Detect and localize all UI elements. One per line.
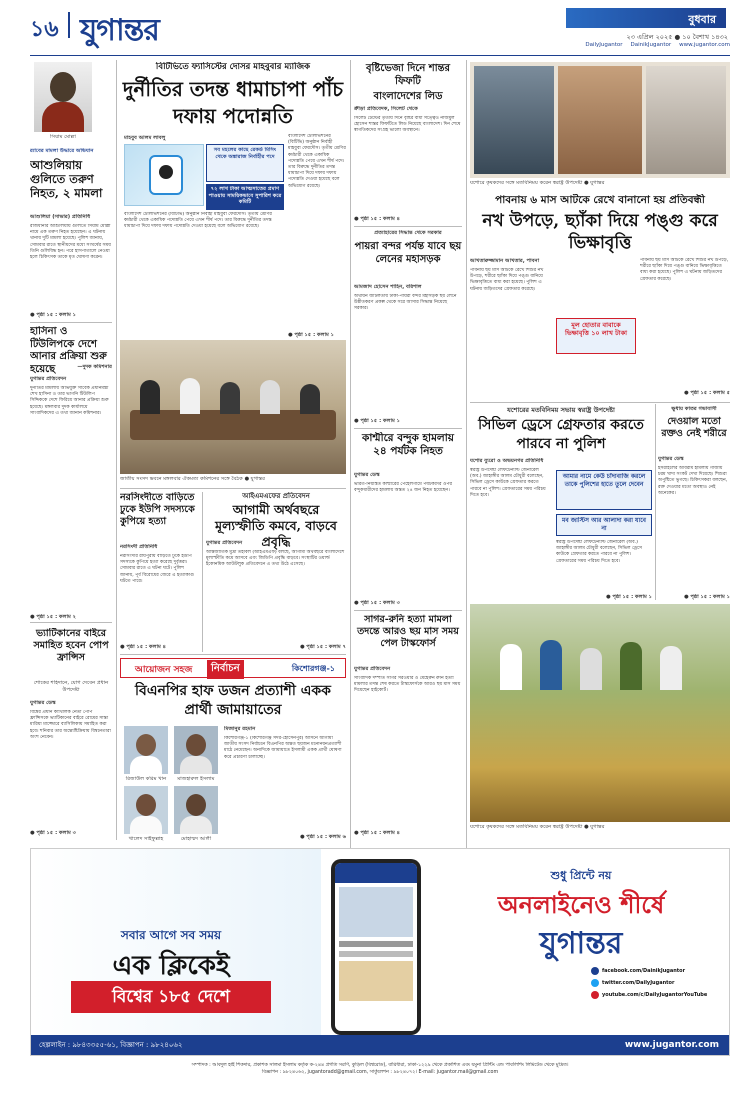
column-divider	[350, 60, 351, 850]
twitter-link[interactable]: twitter.com/DailyJugantor	[602, 980, 675, 986]
col3-h4-body: সাংবাদিক দম্পতি সাগর সরওয়ার ও মেহেরুন রুনি হত্যা মামলার তদন্ত শেষ করতে টাস্কফোর্সকে আরও ছয় মাস সময় দিয়েছেন হাইকোর্ট।	[354, 676, 461, 694]
lead-byline: মাহবুব আলম লাবলু	[124, 135, 166, 141]
election-headline: বিএনপির হাফ ডজন প্রত্যাশী একক প্রার্থী জামায়াতের	[135, 683, 331, 718]
column-divider	[202, 492, 203, 652]
left-h3: ভ্যাটিকানের বাইরে সমাহিত হবেন পোপ ফ্রান্সিস	[33, 628, 109, 663]
divider	[120, 488, 346, 489]
right-byline: আখতারুজ্জামান আখতার, পাবনা	[470, 258, 540, 264]
advertisement	[30, 848, 730, 1056]
youtube-link[interactable]: youtube.com/c/DailyJugantorYouTube	[602, 992, 708, 998]
col3-body: সিলেট টেস্টের তৃতীয় দিনে বৃষ্টির বাধা সত্ত্বেও নাজমুল হোসেন শান্তর ফিফটিতে লিড নিয়েছে বাংলাদেশ। দিন শেষে স্বাগতিকদের সংগ্রহ ভালো অবস্থানে।	[354, 116, 461, 134]
facebook-handle[interactable]: DainikJugantor	[630, 42, 672, 48]
divider	[354, 226, 462, 227]
lead-callout-1	[206, 144, 284, 182]
twitter-icon	[591, 979, 599, 987]
ad-right-big: অনলাইনেও শীর্ষে	[497, 890, 665, 919]
ad-url[interactable]: www.jugantor.com	[624, 1040, 719, 1050]
right-headline-2: নখ উপড়ে, ছ্যাঁকা দিয়ে পঙ্গু করে ভিক্ষাবৃত্তি	[482, 211, 718, 253]
footer-line-1: সম্পাদক : আবদুল হাই শিকদার, প্রকাশক সালমা ইসলাম কর্তৃক ক-২৪৪ প্রগতি সরণি, কুড়িল (বিশ্বরোড), বারিধারা, ঢাকা-১২২৯ থেকে প্রকাশিত এবং যমুনা প্রিন্টিং এন্ড পাবলিশিং লিমিটেড থেকে মুদ্রিত।	[191, 1063, 569, 1068]
ad-right-tag: শুধু প্রিন্টে নয়	[550, 869, 612, 882]
left-headline: আশুলিয়ায় গুলিতে তরুণ নিহত, ২ মামলা	[30, 158, 103, 200]
ad-big-text: এক ক্লিকেই	[112, 951, 230, 981]
lead-callout-2-text: ৭২ লাখ টাকা আত্মসাতের প্রমাণ পাওয়ায় সাময়িকভাবে সুপারিশ করে কমিটি	[208, 186, 282, 206]
quote-box-1	[556, 470, 652, 510]
day-badge	[566, 8, 726, 28]
election-tag-2	[207, 660, 244, 679]
left-h2-continue: ● পৃষ্ঠা ১৫ : কলাম ২	[30, 614, 77, 620]
footer	[30, 1062, 730, 1076]
election-constituency: কিশোরগঞ্জ-১	[291, 664, 335, 673]
election-tag-2-text: নির্বাচন	[211, 663, 240, 674]
col3-kicker: বৃষ্টিভেজা দিনে শান্তর ফিফটি	[365, 63, 450, 87]
mid-h2-body: আন্তর্জাতিক মুদ্রা তহবিল (আইএমএফ) বলছে, আগামী অর্থবছরে বাংলাদেশে মূল্যস্ফীতি কমে আসবে এবং জিডিপি প্রবৃদ্ধি বাড়বে। সংস্থাটির ওয়ার্ল্ড ইকোনমিক আউটলুক প্রতিবেদনে এ তথ্য উঠে এসেছে।	[206, 550, 345, 568]
candidate-name-4: মোহাম্মদ আলী	[180, 836, 212, 842]
right-h3-body: ইসরাইলের অবিরাম হামলায় গাজায় চরম খাদ্য সংকট দেখা দিয়েছে। শিশুরা অপুষ্টিতে ভুগছে। চিকিৎসকরা বলছেন, রক্ত দেওয়ার মতো অবস্থাও নেই অনেকের।	[658, 466, 728, 496]
left-h3-body: বিশ্বের প্রধান ক্যাথলিক নেতা পোপ ফ্রান্সিসকে ভ্যাটিকানের বাইরে রোমের সান্তা মারিয়া মাজ্জোরে ব্যাসিলিকায় সমাহিত করা হবে। শনিবার তার অন্ত্যেষ্টিক্রিয়ায় বিশ্বনেতারা অংশ নেবেন।	[30, 710, 111, 740]
pabna-photo	[470, 62, 730, 178]
lead-photo-caption: জাতীয় সংসদ ভবনে মঙ্গলবার ঐকমত্য কমিশনের সঙ্গে বৈঠক ● যুগান্তর	[120, 476, 265, 482]
mid-h2: আগামী অর্থবছরে মূল্যস্ফীতি কমবে, বাড়বে প্রবৃদ্ধি	[215, 502, 337, 549]
right-h3-byline: যুগান্তর ডেস্ক	[658, 456, 684, 462]
col3-h2-continue: ● পৃষ্ঠা ১৫ : কলাম ১	[354, 418, 401, 424]
lead-body: বাংলাদেশ টেলিভিশনের (বিটিভি) অনুষ্ঠান নির্বাহী মাহবুবা ফেরদৌস। তৃতীয় শ্রেণির কর্মচারী থেকে একাধিক পদোন্নতি পেয়ে এখন শীর্ষ পদে। তার বিরুদ্ধে দুর্নীতির তদন্ত ধামাচাপা দিয়ে দফায় দফায় পদোন্নতি দেওয়া হয়েছে বলে অভিযোগ রয়েছে।	[124, 212, 272, 230]
right-h2-continue: ● পৃষ্ঠা ১৫ : কলাম ১	[605, 594, 652, 600]
jessore-photo-caption: যশোরে কৃষকদের সঙ্গে মতবিনিময় করেন স্বরাষ্ট্র উপদেষ্টা ● যুগান্তর	[470, 824, 605, 830]
ad-red-text: বিশ্বের ১৮৫ দেশে	[112, 987, 230, 1007]
quote-box-2-text: মব জাস্টিস আর আলাদা করা যাবে না	[562, 517, 646, 532]
right-body: পাবনায় ছয় মাস আটকে রেখে শিশুর নখ উপড়ে, শরীরে ছ্যাঁকা দিয়ে পঙ্গু বানিয়ে ভিক্ষাবৃত্তিতে বাধ্য করা হয়েছে। পুলিশ এ ঘটনায় জড়িতদের গ্রেফতার করেছে।	[470, 268, 544, 292]
left-kicker: র‌্যাবের মামলা উদ্ধারে অভিযান	[30, 148, 94, 154]
left-h2: হাসিনা ও টিউলিপকে দেশে আনার প্রক্রিয়া শুরু হয়েছে	[30, 326, 107, 375]
lead-body-right: বাংলাদেশ টেলিভিশনের (বিটিভি) অনুষ্ঠান নির্বাহী মাহবুবা ফেরদৌস। তৃতীয় শ্রেণির কর্মচারী থেকে একাধিক পদোন্নতি পেয়ে এখন শীর্ষ পদে। তার বিরুদ্ধে দুর্নীতির তদন্ত ধামাচাপা দিয়ে দফায় দফায় পদোন্নতি দেওয়া হয়েছে বলে অভিযোগ রয়েছে।	[288, 134, 346, 189]
mid-h2-kicker: আইএমএফের প্রতিবেদন	[242, 492, 310, 500]
masthead-logo: যুগান্তর	[80, 13, 159, 48]
mid-h2-continue: ● পৃষ্ঠা ১৫ : কলাম ৭	[299, 644, 346, 650]
lead-kicker: বিটিভিতে ফ্যাসিস্টের দোসর মাহবুবার ম্যাজিক	[155, 62, 311, 72]
pull-quote-text: মূল হোতার বাবাকে ভিক্ষাবৃত্তি ১০ লাখ টাকা	[564, 321, 628, 337]
divider	[470, 402, 730, 403]
column-divider	[116, 60, 117, 840]
masthead	[0, 0, 751, 58]
right-h2-byline: যশোর ব্যুরো ও অভয়নগর প্রতিনিধি	[470, 458, 544, 464]
divider	[120, 654, 346, 655]
right-body-2: পাবনায় ছয় মাস আটকে রেখে শিশুর নখ উপড়ে, শরীরে ছ্যাঁকা দিয়ে পঙ্গু বানিয়ে ভিক্ষাবৃত্তিতে বাধ্য করা হয়েছে। পুলিশ এ ঘটনায় জড়িতদের গ্রেফতার করেছে।	[640, 258, 729, 282]
col3-h2-kicker: প্রত্যাহারের সিদ্ধান্ত থেকে সরকার	[374, 230, 442, 236]
facebook-icon	[591, 967, 599, 975]
divider	[354, 610, 462, 611]
col3-headline: বাংলাদেশের লিড	[373, 91, 443, 102]
left-body: রাজধানীর আশুলিয়ায় গুলিতে সিয়াম মোল্লা নামে এক তরুণ নিহত হয়েছেন। এ ঘটনায় থানায় দুটি মামলা হয়েছে। পুলিশ জানায়, সোমবার রাতে স্থানীয়দের মধ্যে সংঘর্ষের সময় তিনি গুলিবিদ্ধ হন। পরে হাসপাতালে নেওয়া হলে চিকিৎসক তাকে মৃত ঘোষণা করেন।	[30, 224, 111, 261]
page-number: ১৬	[30, 16, 59, 42]
right-h2-kicker: যশোরের মতবিনিময় সভায় স্বরাষ্ট্র উপদেষ্টা	[507, 406, 615, 414]
right-h2-body-2: স্বরাষ্ট্র উপদেষ্টা লেফটেন্যান্ট জেনারেল (অব.) জাহাঙ্গীর আলম চৌধুরী বলেছেন, সিভিল ড্রেসে কাউকে গ্রেফতার করতে পারবে না পুলিশ। গ্রেফতারের সময় পরিচয় দিতে হবে।	[556, 540, 643, 564]
ad-url-bar	[321, 1035, 729, 1055]
quote-box-2	[556, 514, 652, 536]
ad-phone	[331, 859, 421, 1035]
candidate-photo-2	[174, 726, 218, 774]
lead-illustration	[124, 144, 204, 206]
quote-box-1-text: আমার নামে কেউ চাঁদাবাজি করলে তাকে পুলিশের হাতে তুলে দেবেন	[562, 473, 646, 488]
col3-h2: পায়রা বন্দর পর্যন্ত যাবে ছয় লেনের মহাসড়ক	[354, 241, 462, 265]
candidate-photo-1	[124, 726, 168, 774]
ad-tag: সবার আগে সব সময়	[120, 928, 222, 942]
col3-h3-byline: যুগান্তর ডেস্ক	[354, 472, 380, 478]
election-continue: ● পৃষ্ঠা ১৫ : কলাম ৬	[299, 834, 346, 840]
right-h3: দেওয়াল মতো রক্তও নেই শরীরে	[661, 416, 727, 439]
left-h3-continue: ● পৃষ্ঠা ১৫ : কলাম ৩	[30, 830, 77, 836]
col3-continue: ● পৃষ্ঠা ১৫ : কলাম ৪	[354, 216, 401, 222]
lead-continue: ● পৃষ্ঠা ১৫ : কলাম ১	[288, 332, 335, 338]
right-h2-body: স্বরাষ্ট্র উপদেষ্টা লেফটেন্যান্ট জেনারেল (অব.) জাহাঙ্গীর আলম চৌধুরী বলেছেন, সিভিল ড্রেসে কাউকে গ্রেফতার করতে পারবে না পুলিশ। গ্রেফতারের সময় পরিচয় দিতে হবে।	[470, 468, 546, 498]
right-continue: ● পৃষ্ঠা ১৫ : কলাম ৫	[683, 390, 730, 396]
mid-h1-byline: নরসিংদী প্রতিনিধি	[120, 544, 158, 550]
candidate-photo-4	[174, 786, 218, 834]
col3-h4: সাগর-রুনি হত্যা মামলা তদন্তে আরও ছয় মাস সময় পেল টাস্কফোর্স	[357, 614, 459, 649]
col3-h3-continue: ● পৃষ্ঠা ১৫ : কলাম ৩	[354, 600, 401, 606]
right-h2: সিভিল ড্রেসে গ্রেফতার করতে পারবে না পুলিশ	[478, 417, 644, 452]
election-banner	[120, 658, 346, 678]
divider	[30, 622, 112, 623]
left-byline: আশুলিয়া (সাভার) প্রতিনিধি	[30, 214, 91, 220]
social-row	[520, 42, 730, 51]
left-h2-sub: —দুদক কমিশনার	[77, 364, 112, 370]
website-link[interactable]: www.jugantor.com	[679, 42, 730, 48]
mid-h1: নরসিংদীতে বাড়িতে ঢুকে ইউপি সদস্যকে কুপিয়ে হত্যা	[120, 492, 195, 527]
day-label: বুধবার	[688, 13, 716, 26]
election-body: কিশোরগঞ্জ-১ (কিশোরগঞ্জ সদর-হোসেনপুর) আসনে আগামী জাতীয় সংসদ নির্বাচনে বিএনপির অন্তত ছয়জন মনোনয়নপ্রত্যাশী মাঠে নেমেছেন। অন্যদিকে জামায়াতে ইসলামী একক প্রার্থী ঘোষণা করে প্রচারণা চালাচ্ছে।	[224, 736, 342, 760]
masthead-rule	[30, 55, 730, 56]
ad-hotline-bar	[31, 1035, 321, 1055]
left-h2-byline: যুগান্তর প্রতিবেদন	[30, 376, 67, 382]
twitter-handle[interactable]: DailyJugantor	[585, 42, 623, 48]
masthead-divider	[68, 12, 70, 38]
portrait-caption: সিয়াম মোল্লা	[50, 134, 76, 140]
mid-h1-continue: ● পৃষ্ঠা ১৫ : কলাম ৪	[120, 644, 167, 650]
lead-headline: দুর্নীতির তদন্ত ধামাচাপা পাঁচ দফায় পদোন্নতি	[122, 77, 344, 128]
lead-callout-2	[206, 184, 284, 210]
left-continue: ● পৃষ্ঠা ১৫ : কলাম ১	[30, 312, 77, 318]
candidate-name-1: রিজাউল করিম খান	[125, 776, 167, 782]
facebook-link[interactable]: facebook.com/DainikJugantor	[602, 968, 686, 974]
youtube-icon	[591, 991, 599, 999]
election-tag-1: আয়োজন সহজ	[135, 665, 193, 675]
col3-h3: কাশ্মীরে বন্দুক হামলায় ২৪ পর্যটক নিহত	[362, 432, 454, 457]
right-h3-continue: ● পৃষ্ঠা ১৫ : কলাম ১	[683, 594, 730, 600]
ad-left-panel	[31, 849, 321, 1055]
mid-h2-byline: যুগান্তর প্রতিবেদন	[206, 540, 243, 546]
lead-callout-1-text: সব মহলের কাছে রেকর্ড মিসিং থেকে অঙ্কারাজ নির্বাহীর পদে	[213, 147, 277, 160]
date-line: ২৩ এপ্রিল ২০২৫ ● ১০ বৈশাখ ১৪৩২	[626, 33, 728, 41]
pabna-photo-caption: যশোরে কৃষকদের সঙ্গে মতবিনিময় করেন স্বরাষ্ট্র উপদেষ্টা ● যুগান্তর	[470, 180, 605, 186]
column-divider	[466, 60, 467, 850]
ad-right-logo: যুগান্তর	[539, 926, 623, 961]
ad-hotline: হেল্পলাইন : ৯৮৪৩৩৫৫-৬১, বিজ্ঞাপন : ৯৮২৪০৬২	[39, 1041, 183, 1049]
col3-byline: ক্রীড়া প্রতিবেদক, সিলেট থেকে	[354, 106, 418, 112]
pull-quote	[556, 318, 636, 354]
divider	[354, 428, 462, 429]
footer-line-2: বিজ্ঞাপন : ৯৮২৪০৬২, jugantoradd@gmail.com, সার্কুলেশন : ৯৮২৪০৭২। E-mail: jugantor.mail@gmail.com	[261, 1070, 499, 1075]
left-h3-byline: যুগান্তর ডেস্ক	[30, 700, 56, 706]
divider	[30, 322, 112, 323]
ad-red-box	[71, 981, 271, 1013]
mid-h1-body: নরসিংদীর রায়পুরায় বাড়িতে ঢুকে ইউপি সদস্যকে কুপিয়ে হত্যা করেছে দুর্বৃত্তরা। সোমবার রাতে এ ঘটনা ঘটে। পুলিশ জানায়, পূর্ব বিরোধের জেরে এ হত্যাকাণ্ড ঘটতে পারে।	[120, 554, 194, 584]
left-h3-sub: শোকের শহিদানে, যোগ দেবেন প্রধান উপদেষ্টা	[33, 680, 109, 693]
portrait-photo	[34, 62, 92, 132]
column-divider	[655, 404, 656, 600]
candidate-photo-3	[124, 786, 168, 834]
right-headline: পাবনায় ৬ মাস আটকে রেখে বানানো হয় প্রতিবন্ধী	[495, 194, 705, 206]
jessore-photo	[470, 604, 730, 822]
lead-photo	[120, 340, 346, 474]
col3-h2-byline: আমজাদ হোসেন শাহিন, বরিশাল	[354, 284, 422, 290]
election-byline: মিজানুর রহমান	[224, 726, 256, 732]
right-h3-kicker: ক্ষুধায় কাতর গভাবাসী	[671, 406, 717, 412]
left-h2-body: দুর্নীতির মামলায় অভিযুক্ত সাবেক প্রধানমন্ত্রী শেখ হাসিনা ও তার ভাগনি টিউলিপ সিদ্দিককে দেশে ফিরিয়ে আনার প্রক্রিয়া শুরু হয়েছে। মঙ্গলবার দুদক কার্যালয়ে সাংবাদিকদের এ তথ্য জানান কমিশনার।	[30, 386, 109, 416]
col3-h3-body: ভারত-নিয়ন্ত্রিত কাশ্মীরের পেহেলগামে পর্যটকদের ওপর বন্দুকধারীদের হামলায় অন্তত ২৪ জন নিহত হয়েছেন।	[354, 482, 452, 494]
ad-social-links	[591, 967, 726, 999]
col3-h2-body: অর্থায়ন জটিলতায় ঢাকা-পায়রা বন্দর মহাসড়ক ছয় লেনে উন্নীতকরণ প্রকল্প থেকে সরে আসার সিদ্ধান্ত নিয়েছে সরকার।	[354, 294, 457, 312]
col3-h4-continue: ● পৃষ্ঠা ১৫ : কলাম ৪	[354, 830, 401, 836]
candidate-name-3: খালেদ সাইফুল্লাহ	[128, 836, 164, 842]
candidate-name-2: মাজহারুল ইসলাম	[177, 776, 215, 782]
col3-h4-byline: যুগান্তর প্রতিবেদন	[354, 666, 391, 672]
